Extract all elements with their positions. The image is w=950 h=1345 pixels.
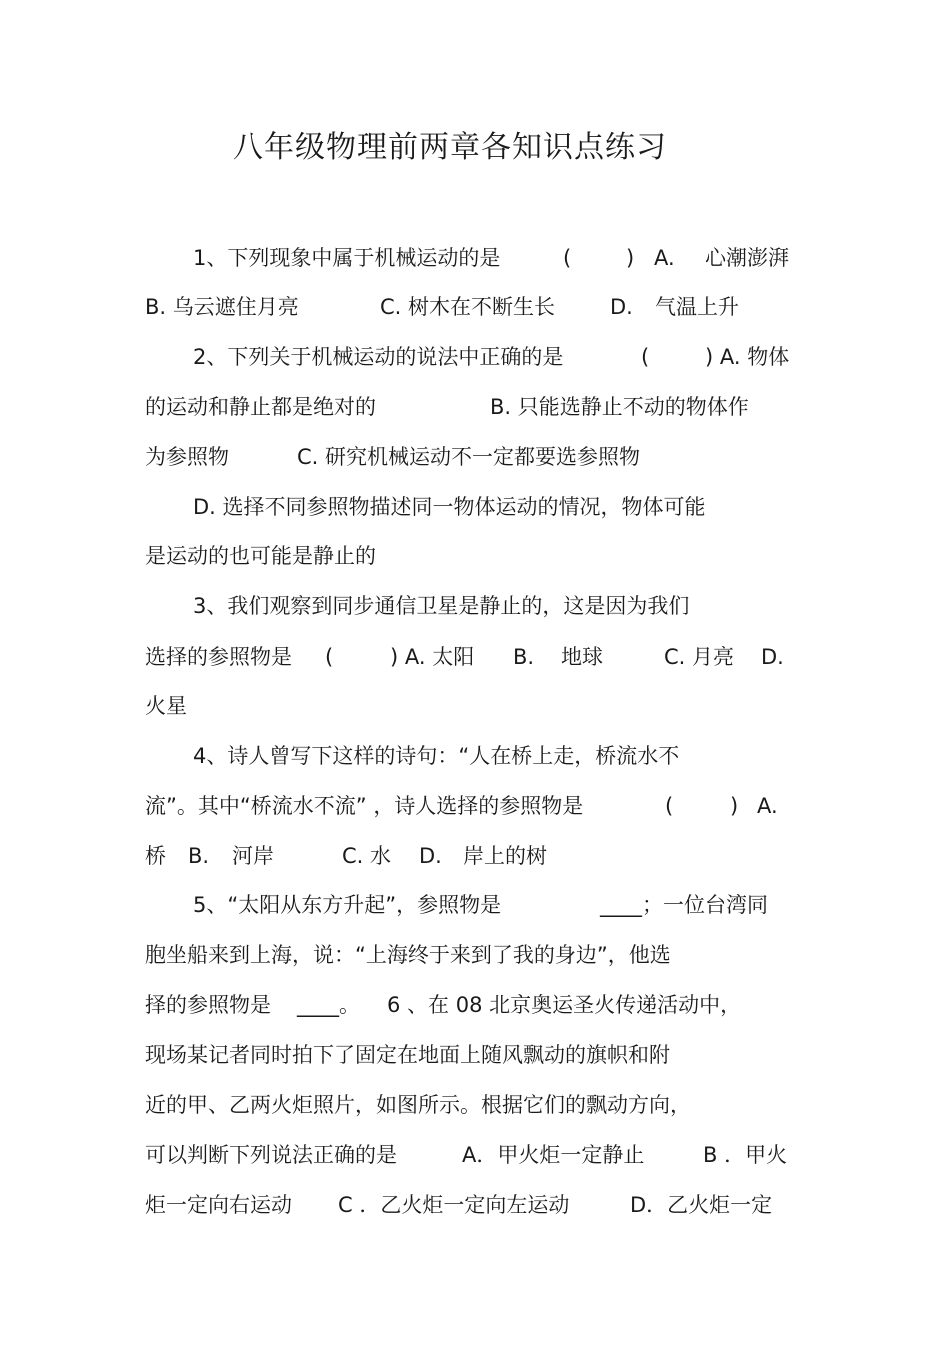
answer-paren-open: ( bbox=[641, 345, 650, 369]
option-label: B. bbox=[513, 645, 535, 669]
blank: ____。 bbox=[297, 993, 360, 1017]
option-label: A. bbox=[654, 246, 675, 270]
answer-paren-open: ( bbox=[325, 645, 334, 669]
option-text: B. 只能选静止不动的物体作 bbox=[490, 395, 749, 419]
question-6-stem: 近的甲、乙两火炬照片，如图所示。根据它们的飘动方向， bbox=[145, 1093, 691, 1117]
option-text: 火星 bbox=[145, 694, 187, 718]
answer-paren-open: ( bbox=[665, 794, 674, 818]
question-5-stem: 择的参照物是 bbox=[145, 993, 271, 1017]
option-text: ) A. 太阳 bbox=[390, 645, 475, 669]
question-4-stem: 4、诗人曾写下这样的诗句：“人在桥上走，桥流水不 bbox=[193, 744, 680, 768]
option-text: 的运动和静止都是绝对的 bbox=[145, 395, 376, 419]
question-5-stem: 5、“太阳从东方升起”，参照物是 bbox=[193, 893, 502, 917]
question-6-stem: 现场某记者同时拍下了固定在地面上随风飘动的旗帜和附 bbox=[145, 1043, 670, 1067]
option-text: A．甲火炬一定静止 bbox=[462, 1143, 645, 1167]
option-text: C ．乙火炬一定向左运动 bbox=[338, 1193, 570, 1217]
option-label: A. bbox=[757, 794, 778, 818]
question-2-stem: 2、下列关于机械运动的说法中正确的是 bbox=[193, 345, 564, 369]
question-3-stem: 3、我们观察到同步通信卫星是静止的，这是因为我们 bbox=[193, 594, 690, 618]
question-6-stem: 可以判断下列说法正确的是 bbox=[145, 1143, 397, 1167]
option-text: C. 研究机械运动不一定都要选参照物 bbox=[297, 445, 641, 469]
option-text: C. 月亮 bbox=[664, 645, 735, 669]
option-text: B. 乌云遮住月亮 bbox=[145, 295, 299, 319]
option-label: D. bbox=[761, 645, 784, 669]
option-text: 气温上升 bbox=[655, 295, 739, 319]
option-label: B. bbox=[188, 844, 210, 868]
question-5-stem: ____；一位台湾同 bbox=[600, 893, 768, 917]
option-text: C. 树木在不断生长 bbox=[380, 295, 556, 319]
question-3-stem: 选择的参照物是 bbox=[145, 645, 292, 669]
option-text: 心潮澎湃 bbox=[705, 246, 789, 270]
option-text: C. 水 bbox=[342, 844, 392, 868]
option-label: D. bbox=[610, 295, 633, 319]
option-text: 炬一定向右运动 bbox=[145, 1193, 292, 1217]
question-1-stem: 1、下列现象中属于机械运动的是 bbox=[193, 246, 501, 270]
option-text: D. 选择不同参照物描述同一物体运动的情况，物体可能 bbox=[193, 495, 706, 519]
answer-paren-close: ) bbox=[730, 794, 739, 818]
answer-paren-open: ( bbox=[563, 246, 572, 270]
option-text: B ．甲火 bbox=[703, 1143, 788, 1167]
option-text: 是运动的也可能是静止的 bbox=[145, 544, 376, 568]
answer-paren-close: ) bbox=[626, 246, 635, 270]
option-text: ) A. 物体 bbox=[705, 345, 790, 369]
option-text: 桥 bbox=[145, 844, 166, 868]
option-text: 岸上的树 bbox=[463, 844, 547, 868]
option-label: D. bbox=[419, 844, 442, 868]
question-6-stem: 6 、在 08 北京奥运圣火传递活动中， bbox=[387, 993, 742, 1017]
option-text: 为参照物 bbox=[145, 445, 229, 469]
question-4-stem: 流”。其中“桥流水不流” ，诗人选择的参照物是 bbox=[145, 794, 584, 818]
option-text: D．乙火炬一定 bbox=[630, 1193, 773, 1217]
option-text: 河岸 bbox=[232, 844, 274, 868]
question-5-stem: 胞坐船来到上海，说：“上海终于来到了我的身边”，他选 bbox=[145, 943, 671, 967]
page-title: 八年级物理前两章各知识点练习 bbox=[233, 130, 667, 165]
option-text: 地球 bbox=[561, 645, 603, 669]
